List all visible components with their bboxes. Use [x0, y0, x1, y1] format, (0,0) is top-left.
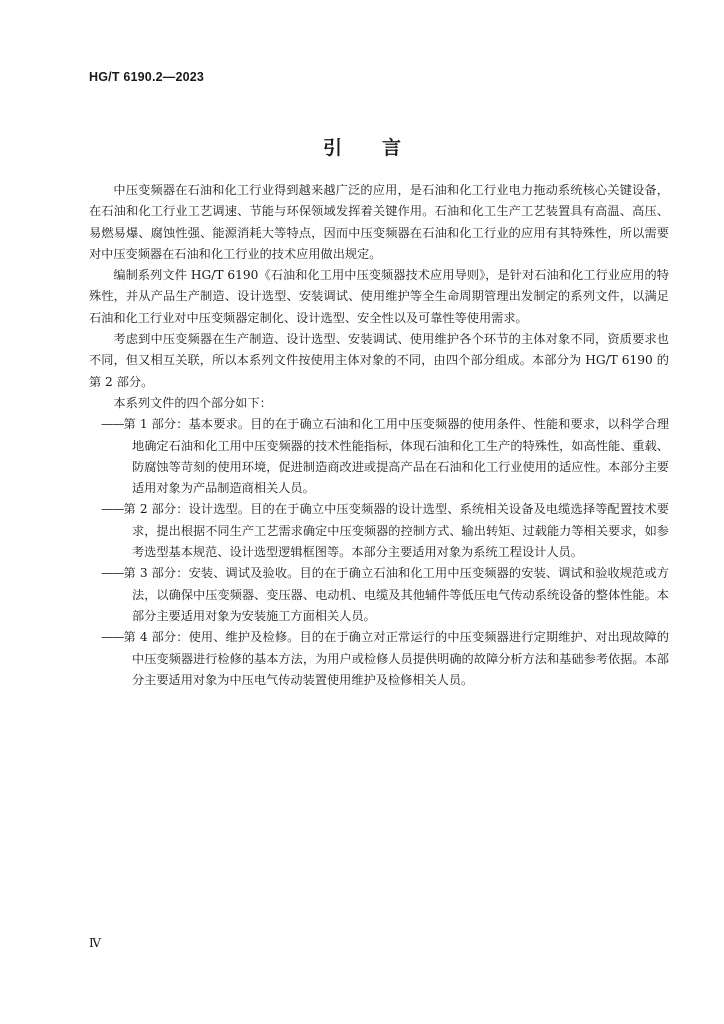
page-number: Ⅳ	[89, 936, 101, 950]
standard-code: HG/T 6190.2—2023	[89, 70, 205, 84]
list-intro: 本系列文件的四个部分如下：	[113, 395, 272, 410]
paragraph-structure: 考虑到中压变频器在生产制造、设计选型、安装调试、使用维护各个环节的主体对象不同，资质要求也不同，但又相互关联，所以本系列文件按使用主体对象的不同，由四个部分组成。本部分为 HG/T 6190 的第 2 部分。	[89, 332, 669, 389]
list-item	[89, 499, 669, 563]
list-dash: ——	[101, 417, 124, 432]
list-item-text: 第 3 部分：安装、调试及验收。目的在于确立石油和化工用中压变频器的安装、调试和验收规范或方法，以确保中压变频器、变压器、电动机、电缆及其他辅件等低压电气传动系统设备的整体性能。本部分主要适用对象为安装施工方面相关人员。	[123, 566, 669, 623]
parts-list	[89, 414, 669, 691]
list-item	[89, 414, 669, 499]
list-dash: ——	[101, 502, 124, 517]
list-item-text: 第 2 部分：设计选型。目的在于确立中压变频器的设计选型、系统相关设备及电缆选择等配置技术要求，提出根据不同生产工艺需求确定中压变频器的控制方式、输出转矩、过载能力等相关要求，如参考选型基本规范、设计选型逻辑框图等。本部分主要适用对象为系统工程设计人员。	[123, 502, 669, 560]
list-item-text: 第 1 部分：基本要求。目的在于确立石油和化工用中压变频器的使用条件、性能和要求，以科学合理地确定石油和化工用中压变频器的技术性能指标，体现石油和化工生产的特殊性，如高性能、重载、防腐蚀等苛刻的使用环境，促进制造商改进或提高产品在石油和化工行业使用的适应性。本部分主要适用对象为产品制造商相关人员。	[123, 417, 669, 496]
list-item	[89, 627, 669, 691]
list-item-text: 第 4 部分：使用、维护及检修。目的在于确立对正常运行的中压变频器进行定期维护、对出现故障的中压变频器进行检修的基本方法，为用户或检修人员提供明确的故障分析方法和基础参考依据。本部分主要适用对象为中压电气传动装置使用维护及检修相关人员。	[123, 630, 669, 687]
document-body	[89, 180, 669, 691]
list-dash: ——	[101, 566, 124, 581]
list-item	[89, 563, 669, 627]
list-dash: ——	[101, 630, 124, 645]
paragraph-series: 编制系列文件 HG/T 6190《石油和化工用中压变频器技术应用导则》，是针对石油和化工行业应用的特殊性，并从产品生产制造、设计选型、安装调试、使用维护等全生命周期管理出发制定的系列文件，以满足石油和化工行业对中压变频器定制化、设计选型、安全性以及可靠性等使用需求。	[89, 268, 669, 325]
paragraph-intro: 中压变频器在石油和化工行业得到越来越广泛的应用，是石油和化工行业电力拖动系统核心关键设备，在石油和化工行业工艺调速、节能与环保领域发挥着关键作用。石油和化工生产工艺装置具有高温、高压、易燃易爆、腐蚀性强、能源消耗大等特点，因而中压变频器在石油和化工行业的应用有其特殊性，所以需要对中压变频器在石油和化工行业的技术应用做出规定。	[89, 183, 669, 261]
page-title: 引言	[322, 137, 441, 159]
